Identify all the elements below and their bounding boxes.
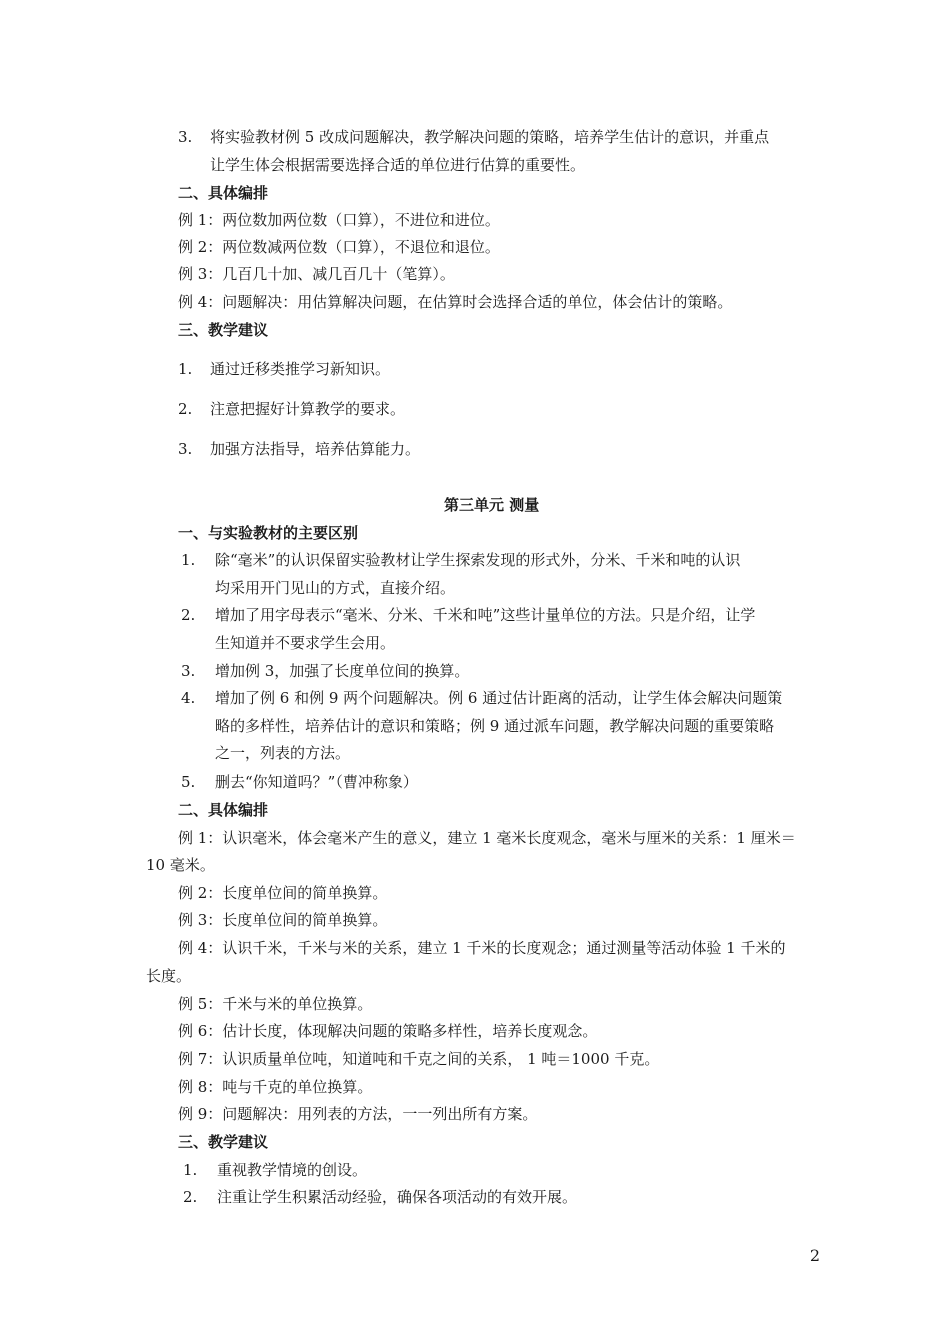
list-item-text: 增加了用字母表示“毫米、分米、千米和吨”这些计量单位的方法。只是介绍，让学 <box>215 606 756 624</box>
section-heading: 二、具体编排 <box>178 801 269 819</box>
list-number: 1. <box>181 551 196 569</box>
section-heading: 二、具体编排 <box>178 184 269 202</box>
example-line: 例 5：千米与米的单位换算。 <box>178 995 373 1013</box>
example-line: 长度。 <box>146 967 192 985</box>
list-item-text: 重视教学情境的创设。 <box>217 1161 368 1179</box>
list-item-text: 删去“你知道吗？”（曹冲称象） <box>215 773 418 791</box>
list-number: 3. <box>181 662 196 680</box>
list-number: 2. <box>178 400 193 418</box>
example-line: 例 3：几百几十加、减几百几十（笔算）。 <box>178 265 455 283</box>
example-line: 例 8：吨与千克的单位换算。 <box>178 1078 373 1096</box>
list-item-text: 略的多样性，培养估计的意识和策略；例 9 通过派车问题，教学解决问题的重要策略 <box>215 717 775 735</box>
list-number: 1. <box>183 1161 198 1179</box>
list-item-text: 加强方法指导，培养估算能力。 <box>210 440 421 458</box>
list-item-text: 通过迁移类推学习新知识。 <box>210 360 391 378</box>
example-line: 10 毫米。 <box>146 856 215 874</box>
example-line: 例 4：问题解决：用估算解决问题，在估算时会选择合适的单位，体会估计的策略。 <box>178 293 733 311</box>
list-item-text: 之一，列表的方法。 <box>215 744 351 762</box>
list-number: 1. <box>178 360 193 378</box>
list-item-text: 增加例 3，加强了长度单位间的换算。 <box>215 662 470 680</box>
example-line: 例 6：估计长度，体现解决问题的策略多样性，培养长度观念。 <box>178 1022 598 1040</box>
list-item-text: 均采用开门见山的方式，直接介绍。 <box>215 579 456 597</box>
list-number: 5. <box>181 773 196 791</box>
example-line: 例 4：认识千米，千米与米的关系，建立 1 千米的长度观念；通过测量等活动体验 1 千米的 <box>178 939 786 957</box>
example-line: 例 9：问题解决：用列表的方法，一一列出所有方案。 <box>178 1105 538 1123</box>
list-item-text: 注意把握好计算教学的要求。 <box>210 400 406 418</box>
list-number: 3. <box>178 440 193 458</box>
list-number: 4. <box>181 689 196 707</box>
list-number: 3. <box>178 128 193 146</box>
example-line: 例 3：长度单位间的简单换算。 <box>178 911 388 929</box>
section-heading: 一、与实验教材的主要区别 <box>178 524 359 542</box>
unit-title: 第三单元 测量 <box>444 496 540 514</box>
list-item-text: 生知道并不要求学生会用。 <box>215 634 396 652</box>
list-number: 2. <box>183 1188 198 1206</box>
example-line: 例 2：两位数减两位数（口算），不退位和退位。 <box>178 238 500 256</box>
list-item-text: 增加了例 6 和例 9 两个问题解决。例 6 通过估计距离的活动，让学生体会解决问题策 <box>215 689 783 707</box>
example-line: 例 7：认识质量单位吨，知道吨和千克之间的关系， 1 吨＝1000 千克。 <box>178 1050 660 1068</box>
section-heading: 三、教学建议 <box>178 321 269 339</box>
page-number: 2 <box>809 1246 820 1265</box>
example-line: 例 1：两位数加两位数（口算），不进位和进位。 <box>178 211 500 229</box>
list-item-text: 让学生体会根据需要选择合适的单位进行估算的重要性。 <box>210 156 586 174</box>
section-heading: 三、教学建议 <box>178 1133 269 1151</box>
list-item-text: 除“毫米”的认识保留实验教材让学生探索发现的形式外，分米、千米和吨的认识 <box>215 551 741 569</box>
list-item-text: 将实验教材例 5 改成问题解决，教学解决问题的策略，培养学生估计的意识，并重点 <box>210 128 770 146</box>
list-item-text: 注重让学生积累活动经验，确保各项活动的有效开展。 <box>217 1188 578 1206</box>
example-line: 例 1：认识毫米，体会毫米产生的意义，建立 1 毫米长度观念，毫米与厘米的关系：1 厘米＝ <box>178 829 796 847</box>
list-number: 2. <box>181 606 196 624</box>
example-line: 例 2：长度单位间的简单换算。 <box>178 884 388 902</box>
